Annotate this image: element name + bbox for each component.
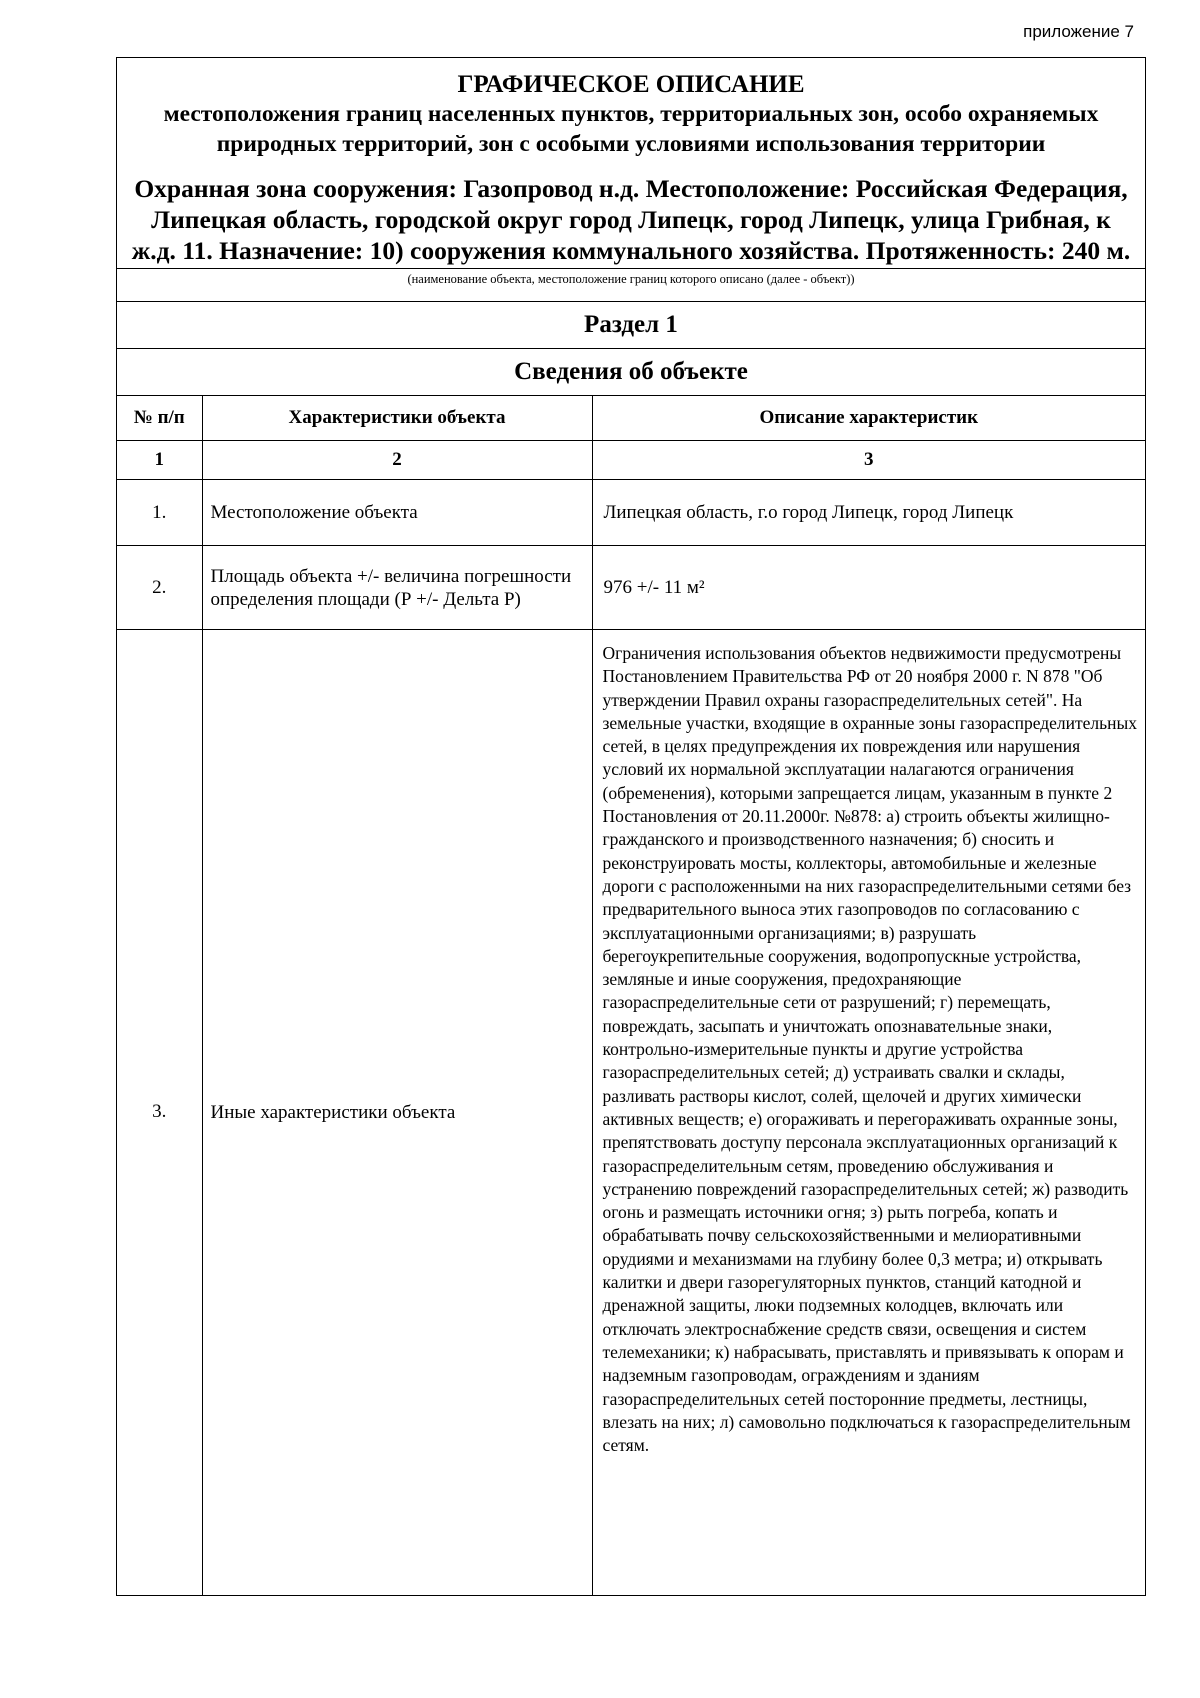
object-info-table	[117, 395, 1145, 1595]
row-characteristic: Местоположение объекта	[202, 480, 592, 546]
column-number: 2	[202, 441, 592, 480]
document-frame	[116, 57, 1146, 1596]
object-caption: (наименование объекта, местоположение границ которого описано (далее - объект))	[117, 268, 1145, 301]
section-title: Раздел 1	[117, 301, 1145, 348]
column-number: 3	[592, 441, 1145, 480]
document-title: ГРАФИЧЕСКОЕ ОПИСАНИЕ	[457, 71, 805, 98]
row-description: Липецкая область, г.о город Липецк, город Липецк	[592, 480, 1145, 546]
column-header-description: Описание характеристик	[592, 396, 1145, 441]
column-header-number: № п/п	[117, 396, 202, 441]
row-characteristic: Площадь объекта +/- величина погрешности определения площади (Р +/- Дельта Р)	[202, 546, 592, 630]
title-block	[117, 58, 1145, 268]
row-description: 976 +/- 11 м²	[592, 546, 1145, 630]
row-number: 1.	[117, 480, 202, 546]
appendix-label: приложение 7	[1023, 22, 1134, 41]
row-number: 2.	[117, 546, 202, 630]
row-characteristic: Иные характеристики объекта	[202, 630, 592, 1595]
table-row	[117, 480, 1145, 546]
object-name: Охранная зона сооружения: Газопровод н.д. Местоположение: Российская Федерация, Липецкая область, городской округ город Липецк, город Липецк, улица Грибная, к ж.д. 11. Назначение: 10) сооружения коммунального хозяйства. Протяженность: 240 м.	[131, 174, 1131, 265]
table-row	[117, 546, 1145, 630]
section-subtitle: Сведения об объекте	[117, 348, 1145, 395]
column-number: 1	[117, 441, 202, 480]
table-row	[117, 630, 1145, 1595]
column-numbers-row	[117, 441, 1145, 480]
row-number: 3.	[117, 630, 202, 1595]
table-header-row	[117, 396, 1145, 441]
document-subtitle: местоположения границ населенных пунктов, территориальных зон, особо охраняемых природных территорий, зон с особыми условиями использования территории	[163, 101, 1099, 157]
row-description: Ограничения использования объектов недвижимости предусмотрены Постановлением Правительства РФ от 20 ноября 2000 г. N 878 "Об утверждении Правил охраны газораспределительных сетей". На земельные участки, входящие в охранные зоны газораспределительных сетей, в целях предупреждения их повреждения или нарушения условий их нормальной эксплуатации налагаются ограничения (обременения), которыми запрещается лицам, указанным в пункте 2 Постановления от 20.11.2000г. №878: а) строить объекты жилищно-гражданского и производственного назначения; б) сносить и реконструировать мосты, коллекторы, автомобильные и железные дороги с расположенными на них газораспределительными сетями без предварительного выноса этих газопроводов по согласованию с эксплуатационными организациями; в) разрушать берегоукрепительные сооружения, водопропускные устройства, земляные и иные сооружения, предохраняющие газораспределительные сети от разрушений; г) перемещать, повреждать, засыпать и уничтожать опознавательные знаки, контрольно-измерительные пункты и другие устройства газораспределительных сетей; д) устраивать свалки и склады, разливать растворы кислот, солей, щелочей и других химически активных веществ; е) огораживать и перегораживать охранные зоны, препятствовать доступу персонала эксплуатационных организаций к газораспределительным сетям, проведению обслуживания и устранению повреждений газораспределительных сетей; ж) разводить огонь и размещать источники огня; з) рыть погреба, копать и обрабатывать почву сельскохозяйственными и мелиоративными орудиями и механизмами на глубину более 0,3 метра; и) открывать калитки и двери газорегуляторных пунктов, станций катодной и дренажной защиты, люки подземных колодцев, включать или отключать электроснабжение средств связи, освещения и систем телемеханики; к) набрасывать, приставлять и привязывать к опорам и надземным газопроводам, ограждениям и зданиям газораспределительных сетей посторонние предметы, лестницы, влезать на них; л) самовольно подключаться к газораспределительным сетям.	[592, 630, 1145, 1595]
column-header-characteristic: Характеристики объекта	[202, 396, 592, 441]
